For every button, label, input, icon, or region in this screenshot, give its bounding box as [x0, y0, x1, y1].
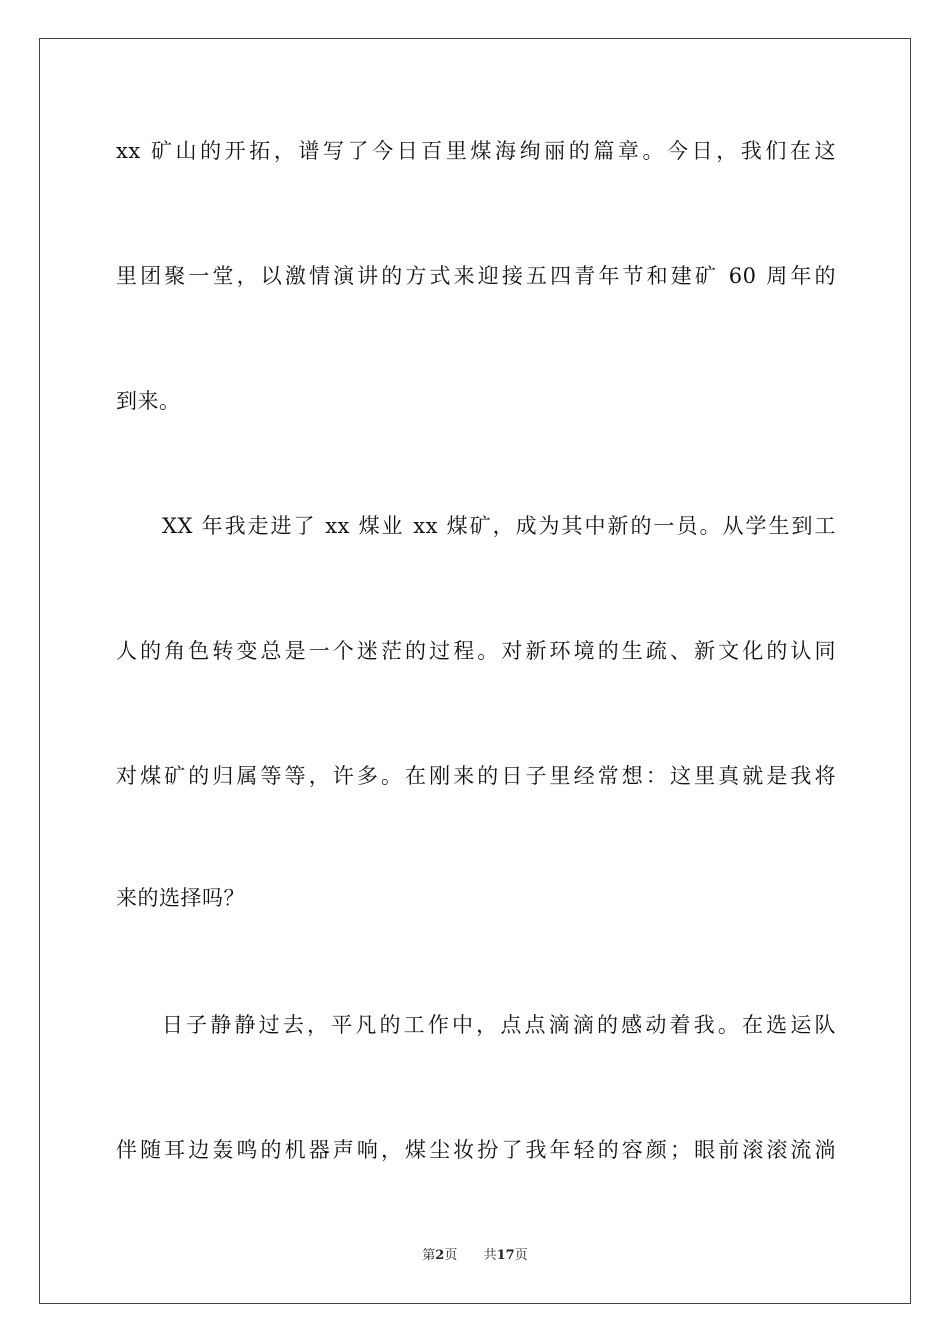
footer-page-current: 2 [435, 1248, 445, 1263]
text-line-9: 伴随耳边轰鸣的机器声响，煤尘妆扮了我年轻的容颜；眼前滚滚流淌 [116, 1138, 836, 1162]
text-line-1: xx 矿山的开拓，谱写了今日百里煤海绚丽的篇章。今日，我们在这 [116, 139, 836, 163]
text-line-3: 到来。 [116, 389, 181, 413]
text-line-7: 来的选择吗？ [116, 886, 245, 910]
footer-page-total: 17 [496, 1248, 515, 1263]
text-line-6: 对煤矿的归属等等，许多。在刚来的日子里经常想：这里真就是我将 [116, 764, 836, 788]
text-line-8: 日子静静过去，平凡的工作中，点点滴滴的感动着我。在选运队 [162, 1013, 836, 1037]
text-line-4: XX 年我走进了 xx 煤业 xx 煤矿，成为其中新的一员。从学生到工 [162, 514, 836, 538]
footer-total-prefix: 共 [483, 1248, 497, 1263]
text-line-2: 里团聚一堂，以激情演讲的方式来迎接五四青年节和建矿 60 周年的 [116, 264, 836, 288]
page-border [39, 38, 911, 1304]
footer-page-prefix: 第 [422, 1248, 436, 1263]
page-footer [0, 1247, 950, 1265]
footer-page-suffix: 页 [444, 1248, 458, 1263]
text-line-5: 人的角色转变总是一个迷茫的过程。对新环境的生疏、新文化的认同 [116, 639, 836, 663]
footer-total-suffix: 页 [514, 1248, 528, 1263]
